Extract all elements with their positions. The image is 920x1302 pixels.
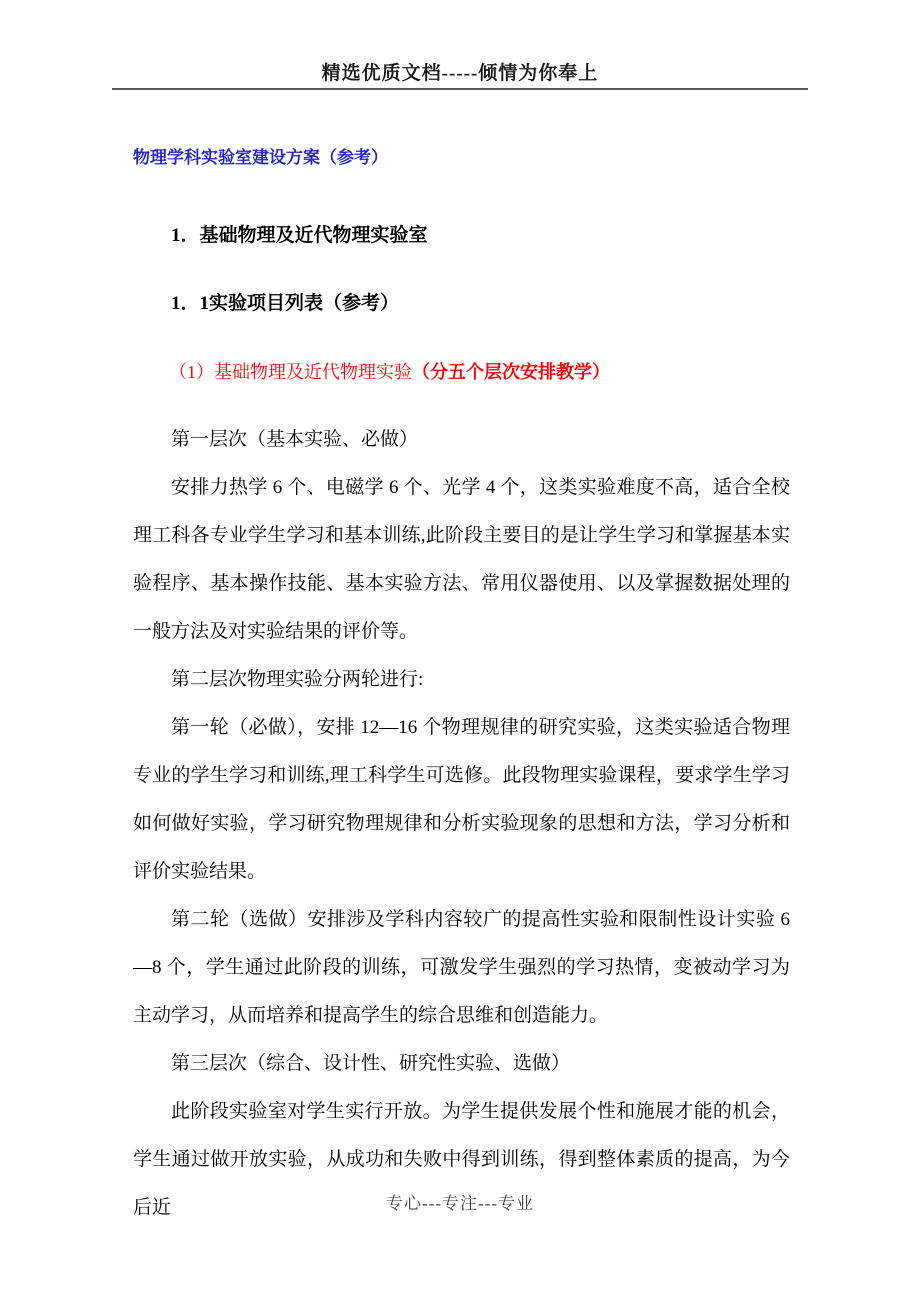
document-body — [133, 90, 790, 1232]
section-heading-1-1: 1．1实验项目列表（参考） — [171, 293, 400, 314]
section-heading-1: 1．基础物理及近代物理实验室 — [171, 225, 428, 246]
header-text: 精选优质文档-----倾情为你奉上 — [321, 63, 599, 84]
document-header — [0, 58, 920, 85]
document-title: 物理学科实验室建设方案（参考） — [133, 148, 388, 167]
red-subheading-text: （1）基础物理及近代物理实验 — [169, 362, 412, 382]
document-footer — [0, 1190, 920, 1218]
footer-text: 专心---专注---专业 — [386, 1194, 534, 1213]
red-subheading — [133, 348, 790, 396]
red-subheading-bold-text: （分五个层次安排教学） — [412, 362, 610, 382]
paragraph-round2-body: 第二轮（选做）安排涉及学科内容较广的提高性实验和限制性设计实验 6—8 个，学生通过此阶段的训练，可激发学生强烈的学习热情，变被动学习为主动学习，从而培养和提高学生的综合思维和创造能力。 — [133, 909, 790, 1026]
paragraph-level2-heading: 第二层次物理实验分两轮进行: — [171, 669, 424, 690]
paragraph-level3-heading: 第三层次（综合、设计性、研究性实验、选做） — [171, 1053, 571, 1074]
paragraph-level1-body: 安排力热学 6 个、电磁学 6 个、光学 4 个，这类实验难度不高，适合全校理工科各专业学生学习和基本训练,此阶段主要目的是让学生学习和掌握基本实验程序、基本操作技能、基本实验方法、常用仪器使用、以及掌握数据处理的一般方法及对实验结果的评价等。 — [133, 477, 790, 642]
paragraph-level1-heading: 第一层次（基本实验、必做） — [171, 429, 419, 450]
paragraph-round1-body: 第一轮（必做），安排 12—16 个物理规律的研究实验，这类实验适合物理专业的学生学习和训练,理工科学生可选修。此段物理实验课程，要求学生学习如何做好实验，学习研究物理规律和分析实验现象的思想和方法，学习分析和评价实验结果。 — [133, 717, 790, 882]
paragraph-level3-body: 此阶段实验室对学生实行开放。为学生提供发展个性和施展才能的机会，学生通过做开放实验，从成功和失败中得到训练，得到整体素质的提高，为今后近 — [133, 1101, 790, 1218]
